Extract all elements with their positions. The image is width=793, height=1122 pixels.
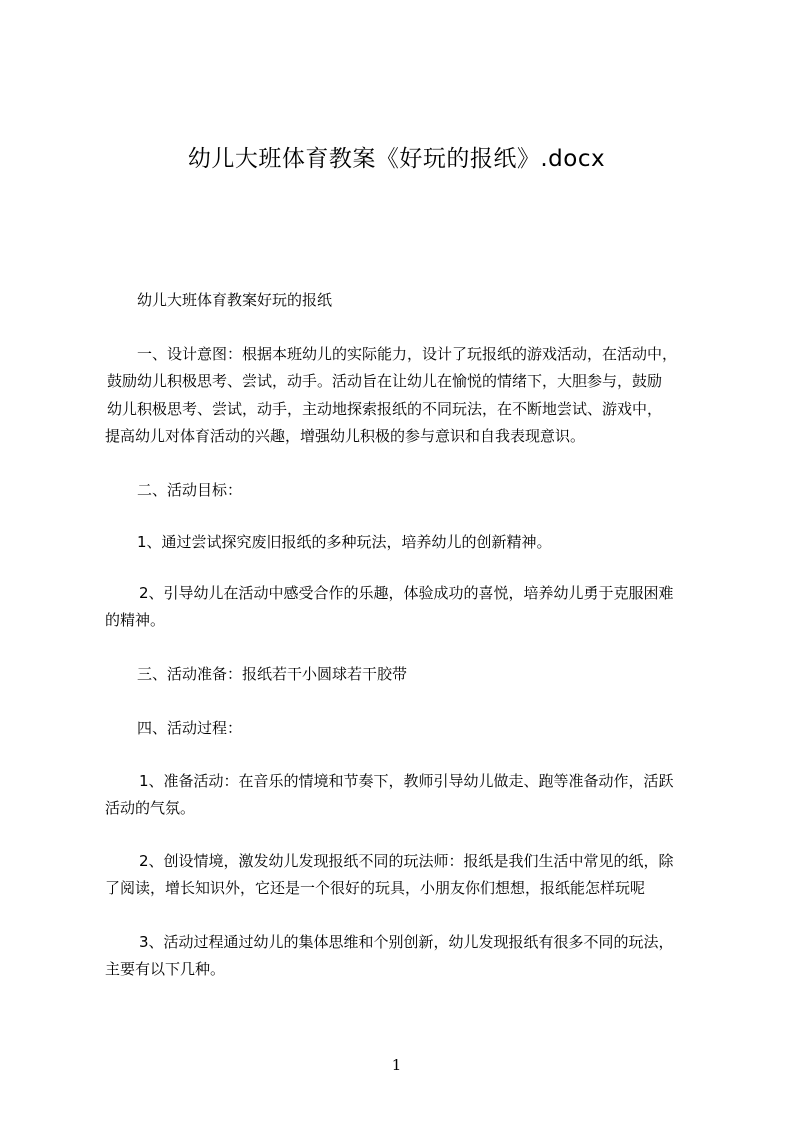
section-heading: 三、活动准备：报纸若干小圆球若干胶带 (137, 665, 408, 683)
paragraph-line: 1、准备活动：在音乐的情境和节奏下，教师引导幼儿做走、跑等准备动作，活跃 (139, 772, 674, 790)
paragraph-line: 提高幼儿对体育活动的兴趣，增强幼儿积极的参与意识和自我表现意识。 (105, 427, 586, 445)
paragraph-line: 了阅读，增长知识外，它还是一个很好的玩具，小朋友你们想想，报纸能怎样玩呢 (105, 879, 646, 897)
document-subtitle: 幼儿大班体育教案好玩的报纸 (137, 291, 333, 309)
document-title: 幼儿大班体育教案《好玩的报纸》.docx (187, 146, 606, 172)
paragraph-line: 3、活动过程通过幼儿的集体思维和个别创新，幼儿发现报纸有很多不同的玩法， (139, 933, 674, 951)
section-heading: 四、活动过程： (137, 719, 243, 737)
paragraph-line: 主要有以下几种。 (105, 960, 226, 978)
page-number: 1 (391, 1056, 402, 1074)
section-heading: 二、活动目标： (137, 481, 243, 499)
paragraph-line: 一、设计意图：根据本班幼儿的实际能力，设计了玩报纸的游戏活动，在活动中， (137, 345, 678, 363)
paragraph-line: 2、引导幼儿在活动中感受合作的乐趣，体验成功的喜悦，培养幼儿勇于克服困难 (139, 584, 674, 602)
paragraph-line: 1、通过尝试探究废旧报纸的多种玩法，培养幼儿的创新精神。 (137, 533, 552, 551)
paragraph-line: 活动的气氛。 (105, 799, 196, 817)
paragraph-line: 幼儿积极思考、尝试，动手，主动地探索报纸的不同玩法，在不断地尝试、游戏中， (107, 400, 663, 418)
paragraph-line: 的精神。 (105, 611, 166, 629)
paragraph-line: 2、创设情境，激发幼儿发现报纸不同的玩法师：报纸是我们生活中常见的纸，除 (139, 852, 674, 870)
paragraph-line: 鼓励幼儿积极思考、尝试，动手。活动旨在让幼儿在愉悦的情绪下，大胆参与，鼓励 (107, 372, 663, 390)
